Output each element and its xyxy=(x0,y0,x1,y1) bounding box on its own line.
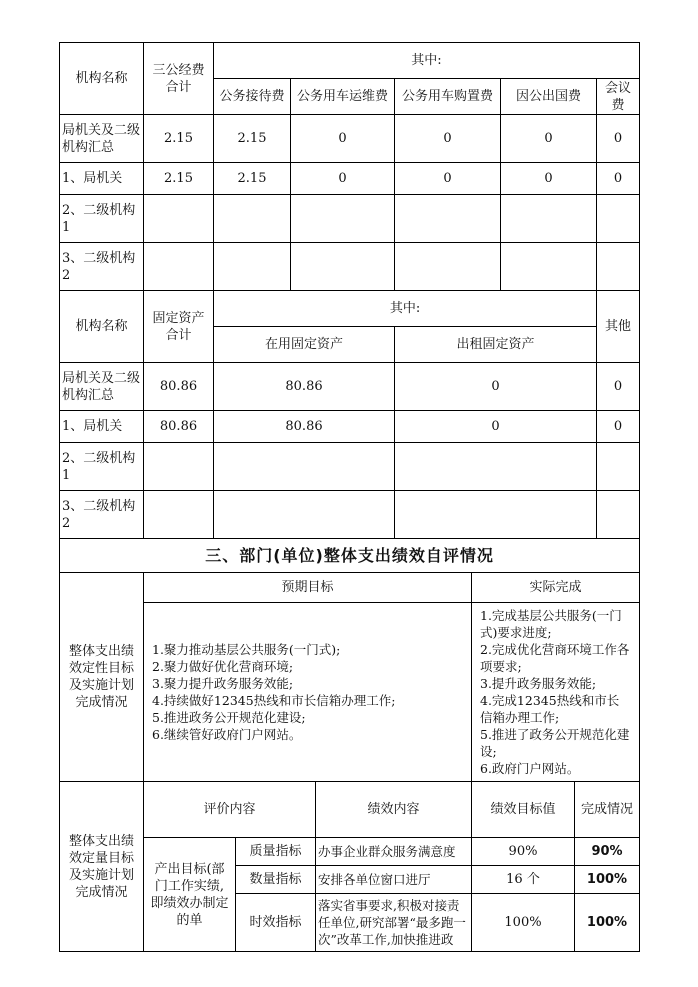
t2-row-name: 局机关及二级机构汇总 xyxy=(60,363,144,411)
list-item: 2.完成优化营商环境工作各项要求; xyxy=(480,642,630,674)
t1-col-vehicle-ops: 公务用车运维费 xyxy=(291,79,395,115)
t2-cell-rent xyxy=(395,491,597,539)
t1-cell: 0 xyxy=(597,163,640,195)
t2-col-rent: 出租固定资产 xyxy=(395,327,597,363)
t1-cell xyxy=(291,195,395,243)
t2-cell-inuse xyxy=(214,491,395,539)
t1-cell: 0 xyxy=(501,163,597,195)
document-page xyxy=(59,42,639,952)
t2-row-total xyxy=(144,443,214,491)
t1-cell: 0 xyxy=(395,115,501,163)
t2-cell-inuse: 80.86 xyxy=(214,411,395,443)
t2-cell-rent: 0 xyxy=(395,363,597,411)
t1-row-total xyxy=(144,243,214,291)
list-item: 3.提升政务服务效能; xyxy=(480,676,597,691)
performance-target-header: 绩效目标值 xyxy=(472,782,575,838)
t1-name-header: 机构名称 xyxy=(60,43,144,115)
actual-results-list xyxy=(472,603,640,782)
actual-header: 实际完成 xyxy=(472,573,640,603)
performance-self-evaluation-table xyxy=(59,538,640,952)
t1-cell xyxy=(597,243,640,291)
t1-total-header: 三公经费 合计 xyxy=(144,43,214,115)
t2-among-header: 其中: xyxy=(214,291,597,327)
t1-col-meeting: 会议费 xyxy=(597,79,640,115)
indicator-content: 落实省事要求,积极对接责任单位,研究部署“最多跑一次”改革工作,加快推进政 xyxy=(316,894,472,952)
list-item: 6.继续管好政府门户网站。 xyxy=(152,727,302,742)
t2-row-total xyxy=(144,491,214,539)
t2-cell-other xyxy=(597,491,640,539)
t1-cell: 0 xyxy=(597,115,640,163)
t1-cell: 0 xyxy=(501,115,597,163)
expected-header: 预期目标 xyxy=(144,573,472,603)
list-item: 1.完成基层公共服务(一门式)要求进度; xyxy=(480,608,622,640)
fixed-assets-table xyxy=(59,290,640,539)
t1-cell xyxy=(597,195,640,243)
t1-cell xyxy=(291,243,395,291)
t1-cell xyxy=(395,243,501,291)
t2-cell-other: 0 xyxy=(597,411,640,443)
indicator-completion: 100% xyxy=(575,866,640,894)
t2-row-name: 2、二级机构1 xyxy=(60,443,144,491)
indicator-completion: 100% xyxy=(575,894,640,952)
t2-col-other: 其他 xyxy=(597,291,640,363)
indicator-target: 90% xyxy=(472,838,575,866)
t1-row-total: 2.15 xyxy=(144,163,214,195)
list-item: 2.聚力做好优化营商环境; xyxy=(152,659,294,674)
t2-row-name: 1、局机关 xyxy=(60,411,144,443)
t1-col-abroad: 因公出国费 xyxy=(501,79,597,115)
t2-total-header: 固定资产 合计 xyxy=(144,291,214,363)
expected-goals-list xyxy=(144,603,472,782)
section-title: 三、部门(单位)整体支出绩效自评情况 xyxy=(60,539,640,573)
list-item: 5.推进了政务公开规范化建设; xyxy=(480,727,630,759)
t1-cell xyxy=(395,195,501,243)
indicator-completion: 90% xyxy=(575,838,640,866)
t1-row-name: 局机关及二级机构汇总 xyxy=(60,115,144,163)
qualitative-label: 整体支出绩效定性目标及实施计划完成情况 xyxy=(60,573,144,782)
t1-cell xyxy=(501,243,597,291)
t2-row-total: 80.86 xyxy=(144,363,214,411)
indicator-name: 时效指标 xyxy=(236,894,316,952)
t1-row-total xyxy=(144,195,214,243)
performance-content-header: 绩效内容 xyxy=(316,782,472,838)
list-item: 4.持续做好12345热线和市长信箱办理工作; xyxy=(152,693,396,708)
t2-cell-inuse: 80.86 xyxy=(214,363,395,411)
t1-cell: 0 xyxy=(291,115,395,163)
three-public-expenses-table xyxy=(59,42,640,291)
t2-cell-rent xyxy=(395,443,597,491)
t1-col-vehicle-purchase: 公务用车购置费 xyxy=(395,79,501,115)
t2-name-header: 机构名称 xyxy=(60,291,144,363)
t1-cell: 0 xyxy=(395,163,501,195)
list-item: 6.政府门户网站。 xyxy=(480,761,580,776)
t2-row-name: 3、二级机构2 xyxy=(60,491,144,539)
t2-row-total: 80.86 xyxy=(144,411,214,443)
list-item: 3.聚力提升政务服务效能; xyxy=(152,676,294,691)
t1-cell xyxy=(214,195,291,243)
evaluation-content-header: 评价内容 xyxy=(144,782,316,838)
t1-cell xyxy=(214,243,291,291)
t2-cell-other xyxy=(597,443,640,491)
t1-row-name: 1、局机关 xyxy=(60,163,144,195)
indicator-content: 办事企业群众服务满意度 xyxy=(316,838,472,866)
t1-cell xyxy=(501,195,597,243)
list-item: 5.推进政务公开规范化建设; xyxy=(152,710,306,725)
indicator-name: 数量指标 xyxy=(236,866,316,894)
completion-header: 完成情况 xyxy=(575,782,640,838)
indicator-target: 16 个 xyxy=(472,866,575,894)
t1-row-name: 3、二级机构2 xyxy=(60,243,144,291)
indicator-target: 100% xyxy=(472,894,575,952)
list-item: 4.完成12345热线和市长信箱办理工作; xyxy=(480,693,620,725)
list-item: 1.聚力推动基层公共服务(一门式); xyxy=(152,642,341,657)
t1-cell: 0 xyxy=(291,163,395,195)
quantitative-label: 整体支出绩效定量目标及实施计划完成情况 xyxy=(60,782,144,952)
t1-among-header: 其中: xyxy=(214,43,640,79)
indicator-content: 安排各单位窗口进厅 xyxy=(316,866,472,894)
output-goal-label: 产出目标(部门工作实绩,即绩效办制定的单 xyxy=(144,838,236,952)
t1-cell: 2.15 xyxy=(214,115,291,163)
t1-row-name: 2、二级机构1 xyxy=(60,195,144,243)
t2-cell-other: 0 xyxy=(597,363,640,411)
t1-row-total: 2.15 xyxy=(144,115,214,163)
t1-cell: 2.15 xyxy=(214,163,291,195)
t2-cell-inuse xyxy=(214,443,395,491)
indicator-name: 质量指标 xyxy=(236,838,316,866)
t2-col-inuse: 在用固定资产 xyxy=(214,327,395,363)
t2-cell-rent: 0 xyxy=(395,411,597,443)
t1-col-reception: 公务接待费 xyxy=(214,79,291,115)
